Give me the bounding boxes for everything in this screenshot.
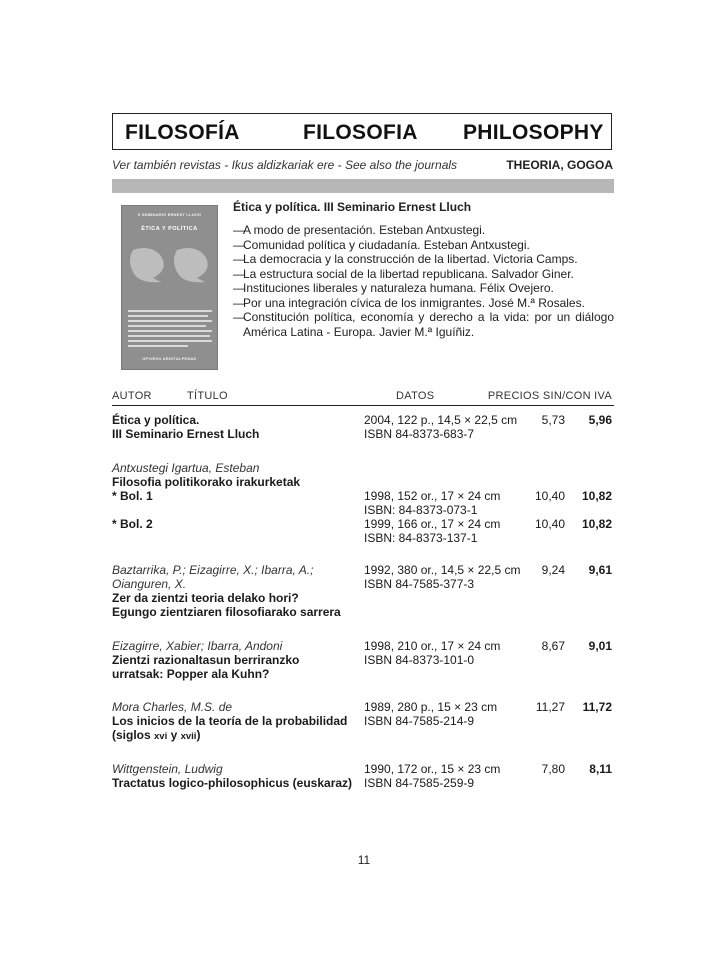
contents-item: — Comunidad política y ciudadanía. Esteban Antxustegi.: [233, 237, 530, 252]
column-header-prices: PRECIOS SIN/CON IVA: [487, 390, 612, 402]
price-without-vat: 7,80: [541, 762, 565, 776]
entry-publication-data: 2004, 122 p., 14,5 × 22,5 cm: [364, 413, 518, 427]
price-with-vat: 10,82: [581, 517, 612, 531]
section-title-es: FILOSOFÍA: [125, 121, 240, 144]
section-title-eu: FILOSOFIA: [303, 121, 418, 144]
entry-publication-data: 1999, 166 or., 17 × 24 cm: [364, 517, 501, 531]
table-of-contents: [233, 223, 614, 339]
contents-item: — Por una integración cívica de los inmigrantes. José M.ª Rosales.: [233, 295, 585, 310]
section-banner: [112, 179, 614, 193]
section-title-en: PHILOSOPHY: [463, 121, 604, 144]
entry-publication-data: 1992, 380 or., 14,5 × 22,5 cm: [364, 563, 521, 577]
journals-reference[interactable]: THEORIA, GOGOA: [506, 158, 613, 172]
cover-top-label: II SEMINARIO ERNEST LLUCH: [137, 212, 201, 217]
cover-text-line: [128, 345, 188, 347]
price-without-vat: 10,40: [534, 489, 565, 503]
cover-text-line: [128, 340, 212, 342]
cover-text-line: [128, 315, 208, 317]
entry-publication-data: 1989, 280 p., 15 × 23 cm: [364, 700, 498, 714]
entry-title: III Seminario Ernest Lluch: [112, 427, 260, 441]
entry-title: urratsak: Popper ala Kuhn?: [112, 667, 270, 681]
see-also-note: Ver también revistas - Ikus aldizkariak ere - See also the journals: [112, 158, 458, 172]
entry-author: Eizagirre, Xabier; Ibarra, Andoni: [112, 639, 283, 653]
entry-isbn: ISBN 84-7585-377-3: [364, 577, 475, 591]
price-without-vat: 5,73: [541, 413, 565, 427]
volume-label: * Bol. 1: [112, 489, 153, 503]
cover-text-line: [128, 320, 212, 322]
entry-title: Filosofia politikorako irakurketak: [112, 475, 301, 489]
price-without-vat: 11,27: [535, 700, 565, 714]
price-with-vat: 9,01: [588, 639, 612, 653]
entry-author: Baztarrika, P.; Eizagirre, X.; Ibarra, A.;: [112, 563, 314, 577]
price-without-vat: 8,67: [541, 639, 565, 653]
cover-text-line: [128, 330, 212, 332]
price-with-vat: 8,11: [589, 762, 612, 776]
price-without-vat: 9,24: [541, 563, 565, 577]
contents-item: — A modo de presentación. Esteban Antxustegi.: [233, 223, 486, 237]
section-header-box: [112, 113, 612, 150]
quotation-marks-graphic: [127, 246, 213, 284]
entry-isbn: ISBN: 84-8373-137-1: [364, 531, 478, 545]
entry-isbn: ISBN: 84-8373-073-1: [364, 503, 478, 517]
entry-author: Antxustegi Igartua, Esteban: [112, 461, 260, 475]
header-rule: [112, 405, 614, 406]
entry-title: (siglos xvi y xvii): [112, 728, 201, 742]
cover-text-line: [128, 335, 210, 337]
price-with-vat: 9,61: [588, 563, 612, 577]
entry-title: Ética y política.: [112, 413, 200, 427]
contents-item: — Constitución política, economía y derecho a la vida: por un diálogo América Latina - Europa. Javier M.ª Iguíñiz.: [233, 310, 614, 339]
entry-isbn: ISBN 84-7585-259-9: [364, 776, 475, 790]
entry-author: Mora Charles, M.S. de: [112, 700, 233, 714]
entry-publication-data: 1998, 210 or., 17 × 24 cm: [364, 639, 501, 653]
column-header-author: AUTOR: [112, 390, 152, 402]
column-header-data: DATOS: [396, 390, 435, 402]
price-without-vat: 10,40: [534, 517, 565, 531]
price-with-vat: 11,72: [582, 700, 612, 714]
cover-publisher: UPV/EHU ARGITALPENAK: [142, 356, 197, 361]
price-with-vat: 5,96: [588, 413, 612, 427]
contents-item: — Instituciones liberales y naturaleza humana. Félix Ovejero.: [233, 281, 554, 295]
price-with-vat: 10,82: [581, 489, 612, 503]
cover-text-line: [128, 325, 206, 327]
book-cover-image[interactable]: [121, 205, 218, 370]
entry-title: Zer da zientzi teoria delako hori?: [112, 591, 299, 605]
entry-isbn: ISBN 84-7585-214-9: [364, 714, 475, 728]
entry-publication-data: 1990, 172 or., 15 × 23 cm: [364, 762, 501, 776]
page-number: 11: [357, 853, 371, 867]
volume-label: * Bol. 2: [112, 517, 153, 531]
column-header-title: TÍTULO: [187, 390, 228, 402]
entry-author: Wittgenstein, Ludwig: [112, 762, 223, 776]
cover-title: ÉTICA Y POLÍTICA: [141, 226, 198, 232]
entry-publication-data: 1998, 152 or., 17 × 24 cm: [364, 489, 501, 503]
entry-title: Egungo zientziaren filosofiarako sarrera: [112, 605, 341, 619]
entry-title: Tractatus logico-philosophicus (euskaraz): [112, 776, 353, 790]
entry-title: Zientzi razionaltasun berriranzko: [112, 653, 300, 667]
entry-isbn: ISBN 84-8373-101-0: [364, 653, 475, 667]
entry-title: Los inicios de la teoría de la probabilidad: [112, 714, 348, 728]
contents-item: — La estructura social de la libertad republicana. Salvador Giner.: [233, 266, 574, 281]
entry-isbn: ISBN 84-8373-683-7: [364, 427, 475, 441]
featured-book-title[interactable]: Ética y política. III Seminario Ernest Lluch: [233, 200, 472, 214]
contents-item: — La democracia y la construcción de la libertad. Victoria Camps.: [233, 252, 578, 266]
cover-text-line: [128, 310, 212, 312]
entry-author: Oianguren, X.: [112, 577, 187, 591]
